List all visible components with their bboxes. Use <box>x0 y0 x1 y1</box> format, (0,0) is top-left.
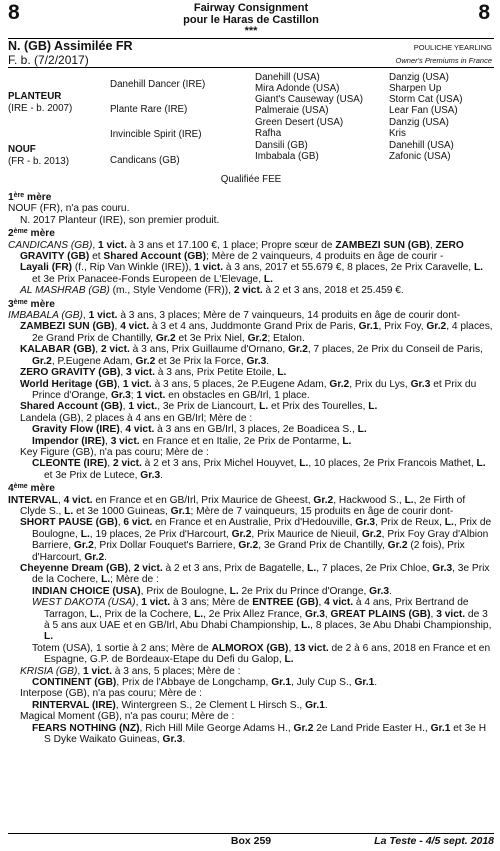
second-dam-heading: 2ème mère <box>8 228 55 240</box>
produce-paragraph: WEST DAKOTA (USA), 1 vict. à 3 ans; Mère de ENTREE (GB), 4 vict. à 4 ans, Prix Bertrand de Tarragon, L., Prix de la Cochere, L., 2e Prix Allez France, Gr.3, GREAT PLAINS (GB), 3 vict. de 3 à 5 ans aux UAE et en GB/Irl, Abu Dhabi Championship, L., 8 places, 3e Abu Dhabi Championship, L. <box>32 597 492 643</box>
produce-paragraph: Impendor (IRE), 3 vict. en France et en Italie, 2e Prix de Pontarme, L. <box>32 435 352 447</box>
dam-paragraph: NOUF (FR), n'a pas couru. <box>8 203 130 215</box>
produce-paragraph: Interpose (GB), n'a pas couru; Mère de : <box>20 688 203 700</box>
dam-paragraph: CANDICANS (GB), 1 vict. à 3 ans et 17.100 €, 1 place; Propre sœur de ZAMBEZI SUN (GB), ZERO GRAVITY (GB) et Shared Account (GB); Mère de 2 vainqueurs, 4 produits en âge de courir - <box>8 239 464 263</box>
pedigree-gen2: Danehill Dancer (IRE) <box>110 79 206 90</box>
pedigree-rule <box>8 67 494 68</box>
sale-info: La Teste - 4/5 sept. 2018 <box>374 835 494 847</box>
pedigree-gen3: Giant's Causeway (USA) <box>255 94 364 105</box>
horse-type: POULICHE YEARLING <box>413 43 492 52</box>
pedigree-gen3: Rafha <box>255 128 282 139</box>
dam-paragraph: INTERVAL, 4 vict. en France et en GB/Irl, Prix Maurice de Gheest, Gr.2, Hackwood S., L., 2e Firth of Clyde S., L. et 3e 1000 Guineas, Gr.1; Mère de 7 vainqueurs, 15 produits en âge de courir dont- <box>8 494 466 517</box>
produce-paragraph: World Heritage (GB), 1 vict. à 3 ans, 5 places, 2e P.Eugene Adam, Gr.2, Prix du Lys, Gr.3 et Prix du Prince d'Orange, Gr.3; 1 vict. en obstacles en GB/Irl, 1 place. <box>20 378 477 401</box>
pedigree-gen4: Danzig (USA) <box>389 117 449 128</box>
pedigree-gen3: Imbabala (GB) <box>255 151 319 162</box>
pedigree-gen2: Invincible Spirit (IRE) <box>110 129 202 140</box>
produce-paragraph: KRISIA (GB), 1 vict. à 3 ans, 5 places; Mère de : <box>20 665 241 677</box>
pedigree-gen2: Candicans (GB) <box>110 155 180 166</box>
horse-sub-bar <box>8 53 494 67</box>
fourth-dam-heading: 4ème mère <box>8 483 55 495</box>
produce-paragraph: Cheyenne Dream (GB), 2 vict. à 2 et 3 ans, Prix de Bagatelle, L., 7 places, 2e Prix Chloe, Gr.3, 3e Prix de la Cochere, L.; Mère de : <box>20 563 490 586</box>
dam-line-text <box>8 192 494 746</box>
pedigree-gen3: Green Desert (USA) <box>255 117 344 128</box>
sire-info: (IRE - b. 2007) <box>8 103 73 114</box>
produce-paragraph: Gravity Flow (IRE), 4 vict. à 3 ans en GB/Irl, 3 places, 2e Boadicea S., L. <box>32 424 367 436</box>
sire-name: PLANTEUR <box>8 91 62 102</box>
pedigree-gen4: Lear Fan (USA) <box>389 105 458 116</box>
page-footer <box>8 833 494 850</box>
stars: *** <box>244 25 258 37</box>
pedigree-gen3: Palmeraie (USA) <box>255 105 329 116</box>
pedigree-gen4: Danzig (USA) <box>389 72 449 83</box>
produce-paragraph: KALABAR (GB), 2 vict. à 3 ans, Prix Guillaume d'Ornano, Gr.2, 7 places, 2e Prix du Conseil de Paris, Gr.2, P.Eugene Adam, Gr.2 et 3e Prix la Force, Gr.3. <box>20 344 483 367</box>
produce-paragraph: SHORT PAUSE (GB), 6 vict. en France et en Australie, Prix d'Hedouville, Gr.3, Prix de Reux, L., Prix de Boulogne, L., 19 places, 2e Prix d'Harcourt, Gr.2, Prix Maurice de Nieuil, Gr.2, Prix Foy Gray d'Albion Barriere, Gr.2, Prix Dollar Fouquet's Barriere, Gr.2, 3e Grand Prix de Chantilly, Gr.2 (2 fois), Prix d'Harcourt, Gr.2. <box>20 517 492 563</box>
page-header <box>8 2 494 38</box>
pedigree-gen2: Plante Rare (IRE) <box>110 104 188 115</box>
pedigree-gen4: Danehill (USA) <box>389 140 454 151</box>
box-number: Box 259 <box>230 835 272 847</box>
produce-paragraph: Layali (FR) (f., Rip Van Winkle (IRE)), 1 vict. à 3 ans, 2017 et 55.679 €, 8 places, 2e Prix Caravelle, L. et 3e Prix Panacee-Fonds Europeen de L'Elevage, L. <box>20 262 484 285</box>
produce-paragraph: INDIAN CHOICE (USA), Prix de Boulogne, L. 2e Prix du Prince d'Orange, Gr.3. <box>32 585 392 597</box>
produce-paragraph: CLEONTE (IRE), 2 vict. à 2 et 3 ans, Prix Michel Houyvet, L., 10 places, 2e Prix Francois Mathet, L. et 3e Prix de Lutece, Gr.3. <box>32 458 486 481</box>
horse-color-birth: F. b. (7/2/2017) <box>8 53 89 67</box>
produce-paragraph: RINTERVAL (IRE), Wintergreen S., 2e Clement L Hirsch S., Gr.1. <box>32 699 328 711</box>
pedigree-gen4: Zafonic (USA) <box>389 151 451 162</box>
lot-number-right: 8 <box>478 1 490 24</box>
horse-name-bar <box>8 39 494 53</box>
dam-paragraph: IMBABALA (GB), 1 vict. à 3 ans, 3 places; Mère de 7 vainqueurs, 14 produits en âge de courir dont- <box>8 310 461 322</box>
pedigree-gen4: Sharpen Up <box>389 83 442 94</box>
catalogue-page <box>8 2 494 746</box>
produce-paragraph: Magical Moment (GB), n'a pas couru; Mère de : <box>20 711 235 723</box>
qualification: Qualifiée FEE <box>220 174 282 185</box>
produce-paragraph: CONTINENT (GB), Prix de l'Abbaye de Longchamp, Gr.1, July Cup S., Gr.1. <box>32 677 378 689</box>
produce-paragraph: Shared Account (GB), 1 vict., 3e Prix de Liancourt, L. et Prix des Tourelles, L. <box>20 401 378 413</box>
pedigree-gen3: Danehill (USA) <box>255 72 320 83</box>
premium-note: Owner's Premiums in France <box>395 56 492 65</box>
pedigree-gen3: Mira Adonde (USA) <box>255 83 340 94</box>
pedigree-gen3: Dansili (GB) <box>255 140 308 151</box>
produce-paragraph: Totem (USA), 1 sortie à 2 ans; Mère de ALMOROX (GB), 13 vict. de 2 à 6 ans, 2018 en France et en Espagne, G.P. de Bordeaux-Etape du Defi du Galop, L. <box>32 642 491 666</box>
produce-paragraph: AL MASHRAB (GB) (m., Style Vendome (FR)), 2 vict. à 2 et 3 ans, 2018 et 25.459 €. <box>20 285 404 297</box>
consignor-line1: Fairway Consignment <box>193 2 309 14</box>
pedigree-gen4: Storm Cat (USA) <box>389 94 463 105</box>
dam-name: NOUF <box>8 144 36 155</box>
consignor-line2: pour le Haras de Castillon <box>183 13 319 26</box>
pedigree-gen4: Kris <box>389 128 406 139</box>
produce-paragraph: N. 2017 Planteur (IRE), son premier produit. <box>20 214 220 226</box>
produce-paragraph: Key Figure (GB), n'a pas couru; Mère de : <box>20 446 209 458</box>
lot-number-left: 8 <box>8 1 20 24</box>
first-dam-heading: 1ère mère <box>8 192 52 203</box>
dam-info: (FR - b. 2013) <box>8 156 69 167</box>
horse-name: N. (GB) Assimilée FR <box>8 39 133 53</box>
third-dam-heading: 3ème mère <box>8 298 55 310</box>
pedigree-table <box>8 72 494 220</box>
consignor-block <box>8 2 494 38</box>
produce-paragraph: ZERO GRAVITY (GB), 3 vict. à 3 ans, Prix Petite Etoile, L. <box>20 367 287 379</box>
produce-paragraph: Landela (GB), 2 places à 4 ans en GB/Irl; Mère de : <box>20 412 253 424</box>
produce-paragraph: FEARS NOTHING (NZ), Rich Hill Mile George Adams H., Gr.2 2e Land Pride Easter H., Gr.1 et 3e H S Dyke Waikato Guineas, Gr.3. <box>32 722 487 746</box>
produce-paragraph: ZAMBEZI SUN (GB), 4 vict. à 3 et 4 ans, Juddmonte Grand Prix de Paris, Gr.1, Prix Foy, Gr.2, 4 places, 2e Grand Prix de Chantilly, Gr.2 et 3e Prix Niel, Gr.2; Etalon. <box>20 321 493 344</box>
